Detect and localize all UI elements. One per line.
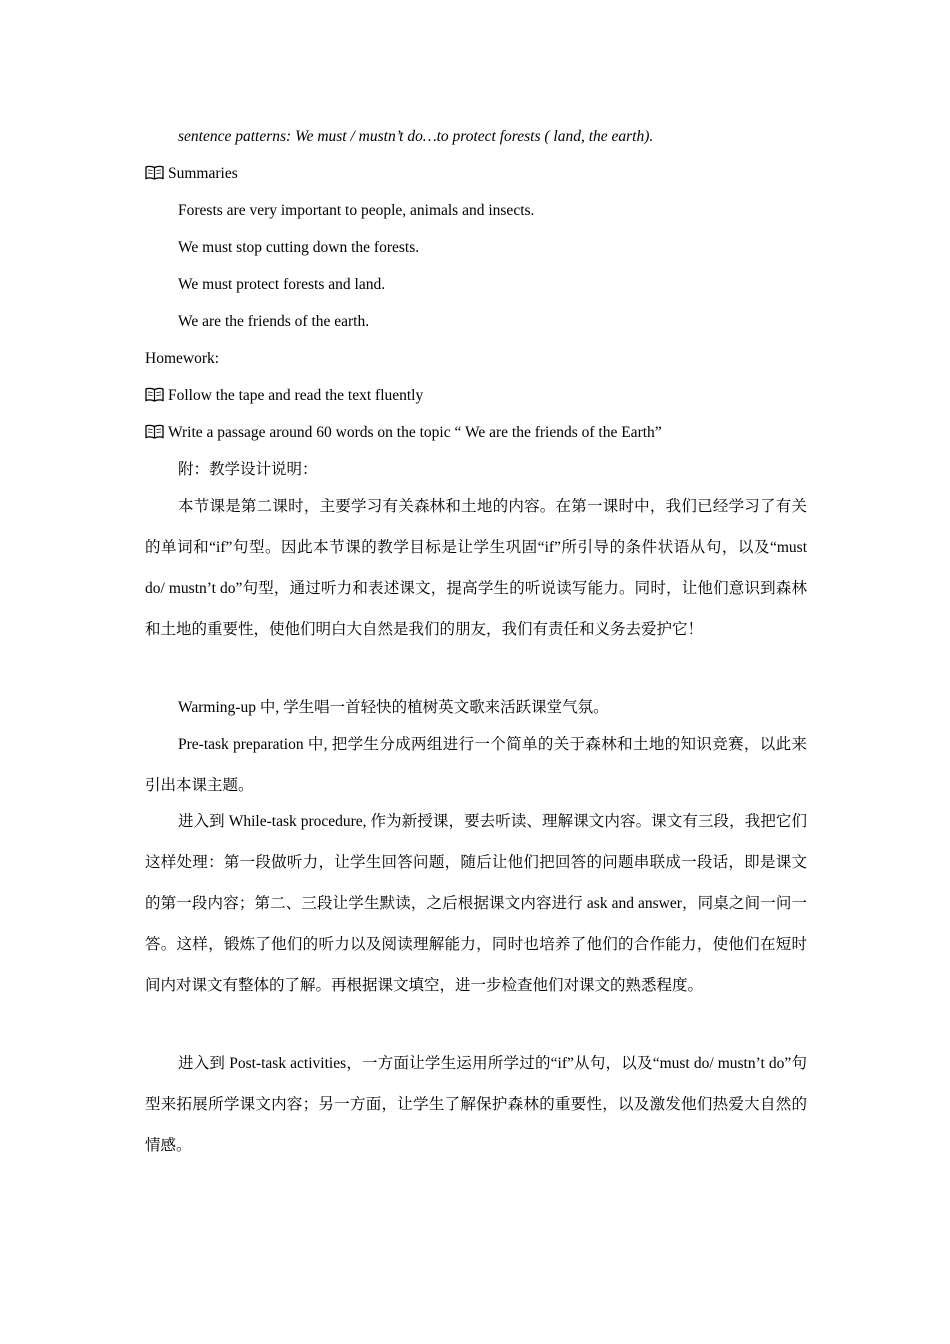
open-book-icon (145, 165, 165, 180)
homework-item-text: Follow the tape and read the text fluently (168, 387, 424, 404)
summaries-label: Summaries (168, 165, 238, 182)
open-book-icon (145, 387, 165, 402)
notes-paragraph-while-task: 进入到 While-task procedure, 作为新授课，要去听读、理解课文内容。课文有三段，我把它们这样处理：第一段做听力，让学生回答问题，随后让他们把回答的问题串联成一段话，即是课文的第一段内容；第二、三段让学生默读，之后根据课文内容进行 ask and answer，同桌之间一问一答。这样，锻炼了他们的听力以及阅读理解能力，同时也培养了他们的合作能力，使他们在短时间内对课文有整体的了解。再根据课文填空，进一步检查他们对课文的熟悉程度。 (145, 813, 807, 994)
summary-item: We are the friends of the earth. (178, 313, 370, 330)
homework-item-text: Write a passage around 60 words on the topic “ We are the friends of the Earth” (168, 424, 662, 441)
homework-item (145, 423, 810, 443)
homework-item (145, 386, 810, 406)
notes-paragraph-pre-task: Pre-task preparation 中, 把学生分成两组进行一个简单的关于森林和土地的知识竞赛，以此来引出本课主题。 (145, 736, 807, 794)
notes-paragraph-post-task: 进入到 Post-task activities，一方面让学生运用所学过的“if”从句，以及“must do/ mustn’t do”句型来拓展所学课文内容；另一方面，让学生了解保护森林的重要性，以及激发他们热爱大自然的情感。 (145, 1055, 807, 1154)
summary-item: Forests are very important to people, animals and insects. (178, 202, 535, 219)
notes-paragraph-warming-up: Warming-up 中, 学生唱一首轻快的植树英文歌来活跃课堂气氛。 (178, 699, 609, 716)
homework-heading: Homework: (145, 350, 220, 367)
notes-paragraph-intro: 本节课是第二课时，主要学习有关森林和土地的内容。在第一课时中，我们已经学习了有关的单词和“if”句型。因此本节课的教学目标是让学生巩固“if”所引导的条件状语从句，以及“must do/ mustn’t do”句型，通过听力和表述课文，提高学生的听说读写能力。同时，让他们意识到森林和土地的重要性，使他们明白大自然是我们的朋友，我们有责任和义务去爱护它！ (145, 498, 807, 638)
summary-item: We must stop cutting down the forests. (178, 239, 420, 256)
summary-item: We must protect forests and land. (178, 276, 386, 293)
summaries-heading (145, 164, 810, 184)
open-book-icon (145, 424, 165, 439)
design-notes-heading: 附：教学设计说明： (178, 461, 318, 478)
sentence-patterns-line: sentence patterns: We must / mustn’t do…to protect forests ( land, the earth). (178, 128, 654, 145)
